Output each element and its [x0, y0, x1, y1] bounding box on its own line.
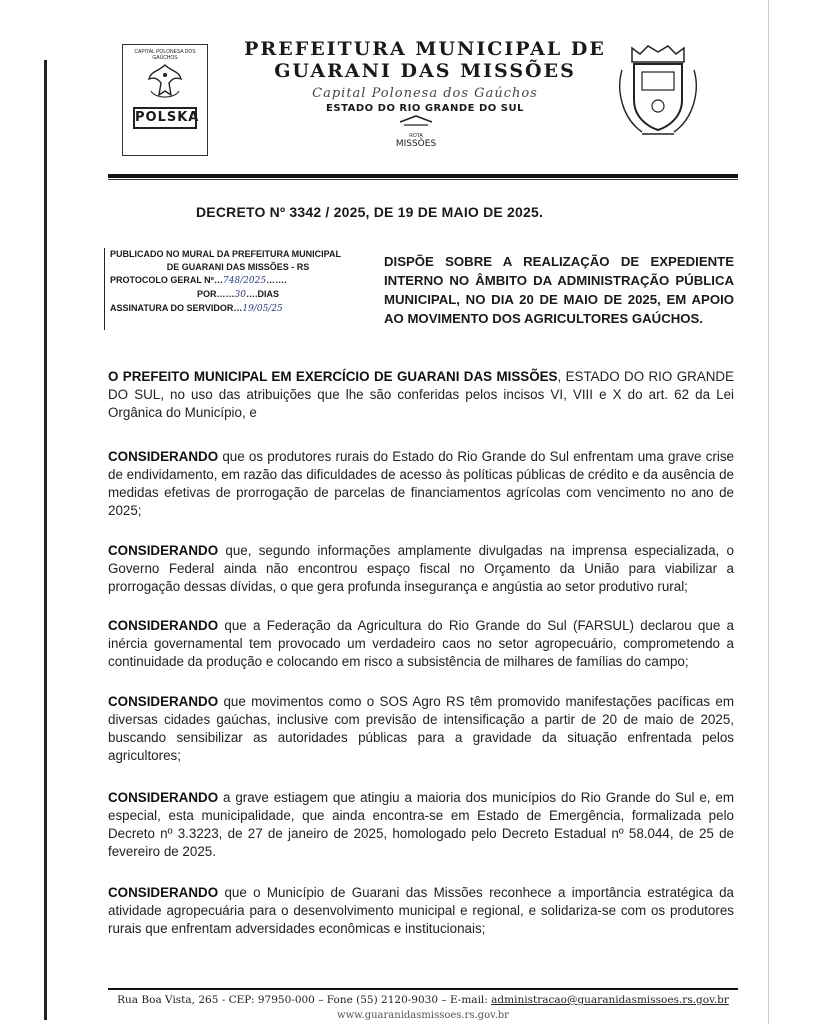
eagle-icon: [145, 61, 185, 103]
stamp-line2: DE GUARANI DAS MISSÕES - RS: [166, 262, 310, 272]
considerando-text: que, segundo informações amplamente divulgadas na imprensa especializada, o Governo Federal ainda não encontrou espaço fiscal no Orçamento da União para viabilizar a prorrogação dessas dívidas, o que gera profunda insegurança e angústia ao setor produtivo rural;: [108, 543, 734, 594]
stamp-line1: PUBLICADO NO MURAL DA PREFEITURA MUNICIPAL: [110, 249, 341, 259]
logo-caption: CAPITAL POLONESA DOS GAÚCHOS: [134, 49, 196, 61]
footer-email-link[interactable]: administracao@guaranidasmissoes.rs.gov.br: [491, 994, 729, 1006]
considerando-lead: CONSIDERANDO: [108, 449, 219, 464]
considerando-paragraph: [108, 884, 734, 938]
preamble-paragraph: [108, 368, 734, 422]
decree-summary: DISPÕE SOBRE A REALIZAÇÃO DE EXPEDIENTE INTERNO NO ÂMBITO DA ADMINISTRAÇÃO PÚBLICA MUNICIPAL, NO DIA 20 DE MAIO DE 2025, EM APOIO AO MOVIMENTO DOS AGRICULTORES GAÚCHOS.: [384, 254, 734, 326]
footer-address: Rua Boa Vista, 265 - CEP: 97950-000 – Fone (55) 2120-9030 – E-mail:: [117, 994, 492, 1006]
stamp-por-label: POR: [197, 289, 217, 299]
org-tagline: Capital Polonesa dos Gaúchos: [312, 86, 538, 101]
header-divider: [108, 174, 738, 178]
header-title-block: [240, 38, 610, 114]
footer-website-link[interactable]: www.guaranidasmissoes.rs.gov.br: [337, 1010, 509, 1021]
org-state: ESTADO DO RIO GRANDE DO SUL: [326, 103, 524, 114]
preamble-text: , ESTADO DO RIO GRANDE DO SUL, no uso das atribuições que lhe são conferidas pelos incisos VI, VIII e X do art. 62 da Lei Orgânica do Município, e: [108, 369, 734, 420]
preamble-bold: O PREFEITO MUNICIPAL EM EXERCÍCIO DE GUARANI DAS MISSÕES: [108, 369, 558, 384]
decree-title: DECRETO Nº 3342 / 2025, DE 19 DE MAIO DE 2025.: [196, 204, 544, 220]
stamp-protocol-value: 748/2025: [222, 276, 267, 286]
stamp-signature-value: 19/05/25: [242, 304, 283, 314]
considerando-text: que a Federação da Agricultura do Rio Grande do Sul (FARSUL) declarou que a inércia governamental tem provocado um verdadeiro caos no setor agropecuário, comprometendo a continuidade da produção e colocando em risco a subsistência de milhares de famílias do campo;: [108, 618, 734, 669]
municipal-crest-icon: [612, 40, 704, 140]
rota-icon: [396, 112, 436, 128]
considerando-paragraph: [108, 617, 734, 671]
considerando-text: que os produtores rurais do Estado do Rio Grande do Sul enfrentam uma grave crise de endividamento, em razão das dificuldades de acesso às políticas públicas de crédito e da ausência de medidas efetivas de prorrogação de parcelas de financiamentos agrícolas com vencimento no ano de 2025;: [108, 449, 734, 518]
rota-label: ROTA: [409, 133, 423, 139]
stamp-por-value: 30: [234, 290, 246, 300]
considerando-paragraph: [108, 448, 734, 520]
considerando-lead: CONSIDERANDO: [108, 694, 219, 709]
publication-stamp: [104, 248, 366, 330]
stamp-protocol-label: PROTOCOLO GERAL Nº: [110, 275, 214, 285]
stamp-protocol-row: PROTOCOLO GERAL Nº…748/2025…….: [110, 275, 287, 286]
considerando-text: que movimentos como o SOS Agro RS têm promovido manifestações pacíficas em diversas cidades gaúchas, inclusive com previsão de intensificação a partir de 20 de maio de 2025, buscando sensibilizar as autoridades públicas para a gravidade da situação enfrentada pelos agricultores;: [108, 694, 734, 763]
considerando-lead: CONSIDERANDO: [108, 790, 219, 805]
stamp-dias-label: DIAS: [257, 289, 279, 299]
org-name-line1: PREFEITURA MUNICIPAL DE: [244, 38, 606, 60]
stamp-por-row: POR……30….DIAS: [197, 289, 279, 300]
scan-edge: [44, 60, 47, 1020]
considerando-lead: CONSIDERANDO: [108, 543, 219, 558]
stamp-signature-row: ASSINATURA DO SERVIDOR…19/05/25: [110, 303, 283, 314]
footer: [108, 994, 738, 1021]
header-divider-thin: [108, 179, 738, 180]
org-name-line2: GUARANI DAS MISSÕES: [274, 60, 576, 82]
considerando-paragraph: [108, 542, 734, 596]
rota-name: MISSÕES: [395, 139, 437, 149]
considerando-paragraph: [108, 789, 734, 861]
considerando-text: que o Município de Guarani das Missões reconhece a importância estratégica da atividade agropecuária para o desenvolvimento municipal e regional, e solidariza-se com os produtores rurais que enfrentam adversidades econômicas e institucionais;: [108, 885, 734, 936]
considerando-lead: CONSIDERANDO: [108, 885, 219, 900]
polska-logo: [122, 44, 208, 156]
footer-divider: [108, 988, 738, 990]
stamp-signature-label: ASSINATURA DO SERVIDOR: [110, 303, 234, 313]
rota-missoes-logo: [386, 112, 446, 149]
page-edge: [768, 0, 769, 1024]
considerando-paragraph: [108, 693, 734, 765]
polska-text: POLSKA: [133, 107, 197, 129]
considerando-lead: CONSIDERANDO: [108, 618, 219, 633]
considerando-text: a grave estiagem que atingiu a maioria dos municípios do Rio Grande do Sul e, em especial, esta municipalidade, que ainda encontra-se em Estado de Emergência, formalizada pelo Decreto nº 3.3223, de 27 de janeiro de 2025, homologado pelo Decreto Estadual nº 58.044, de 25 de fevereiro de 2025.: [108, 790, 734, 859]
